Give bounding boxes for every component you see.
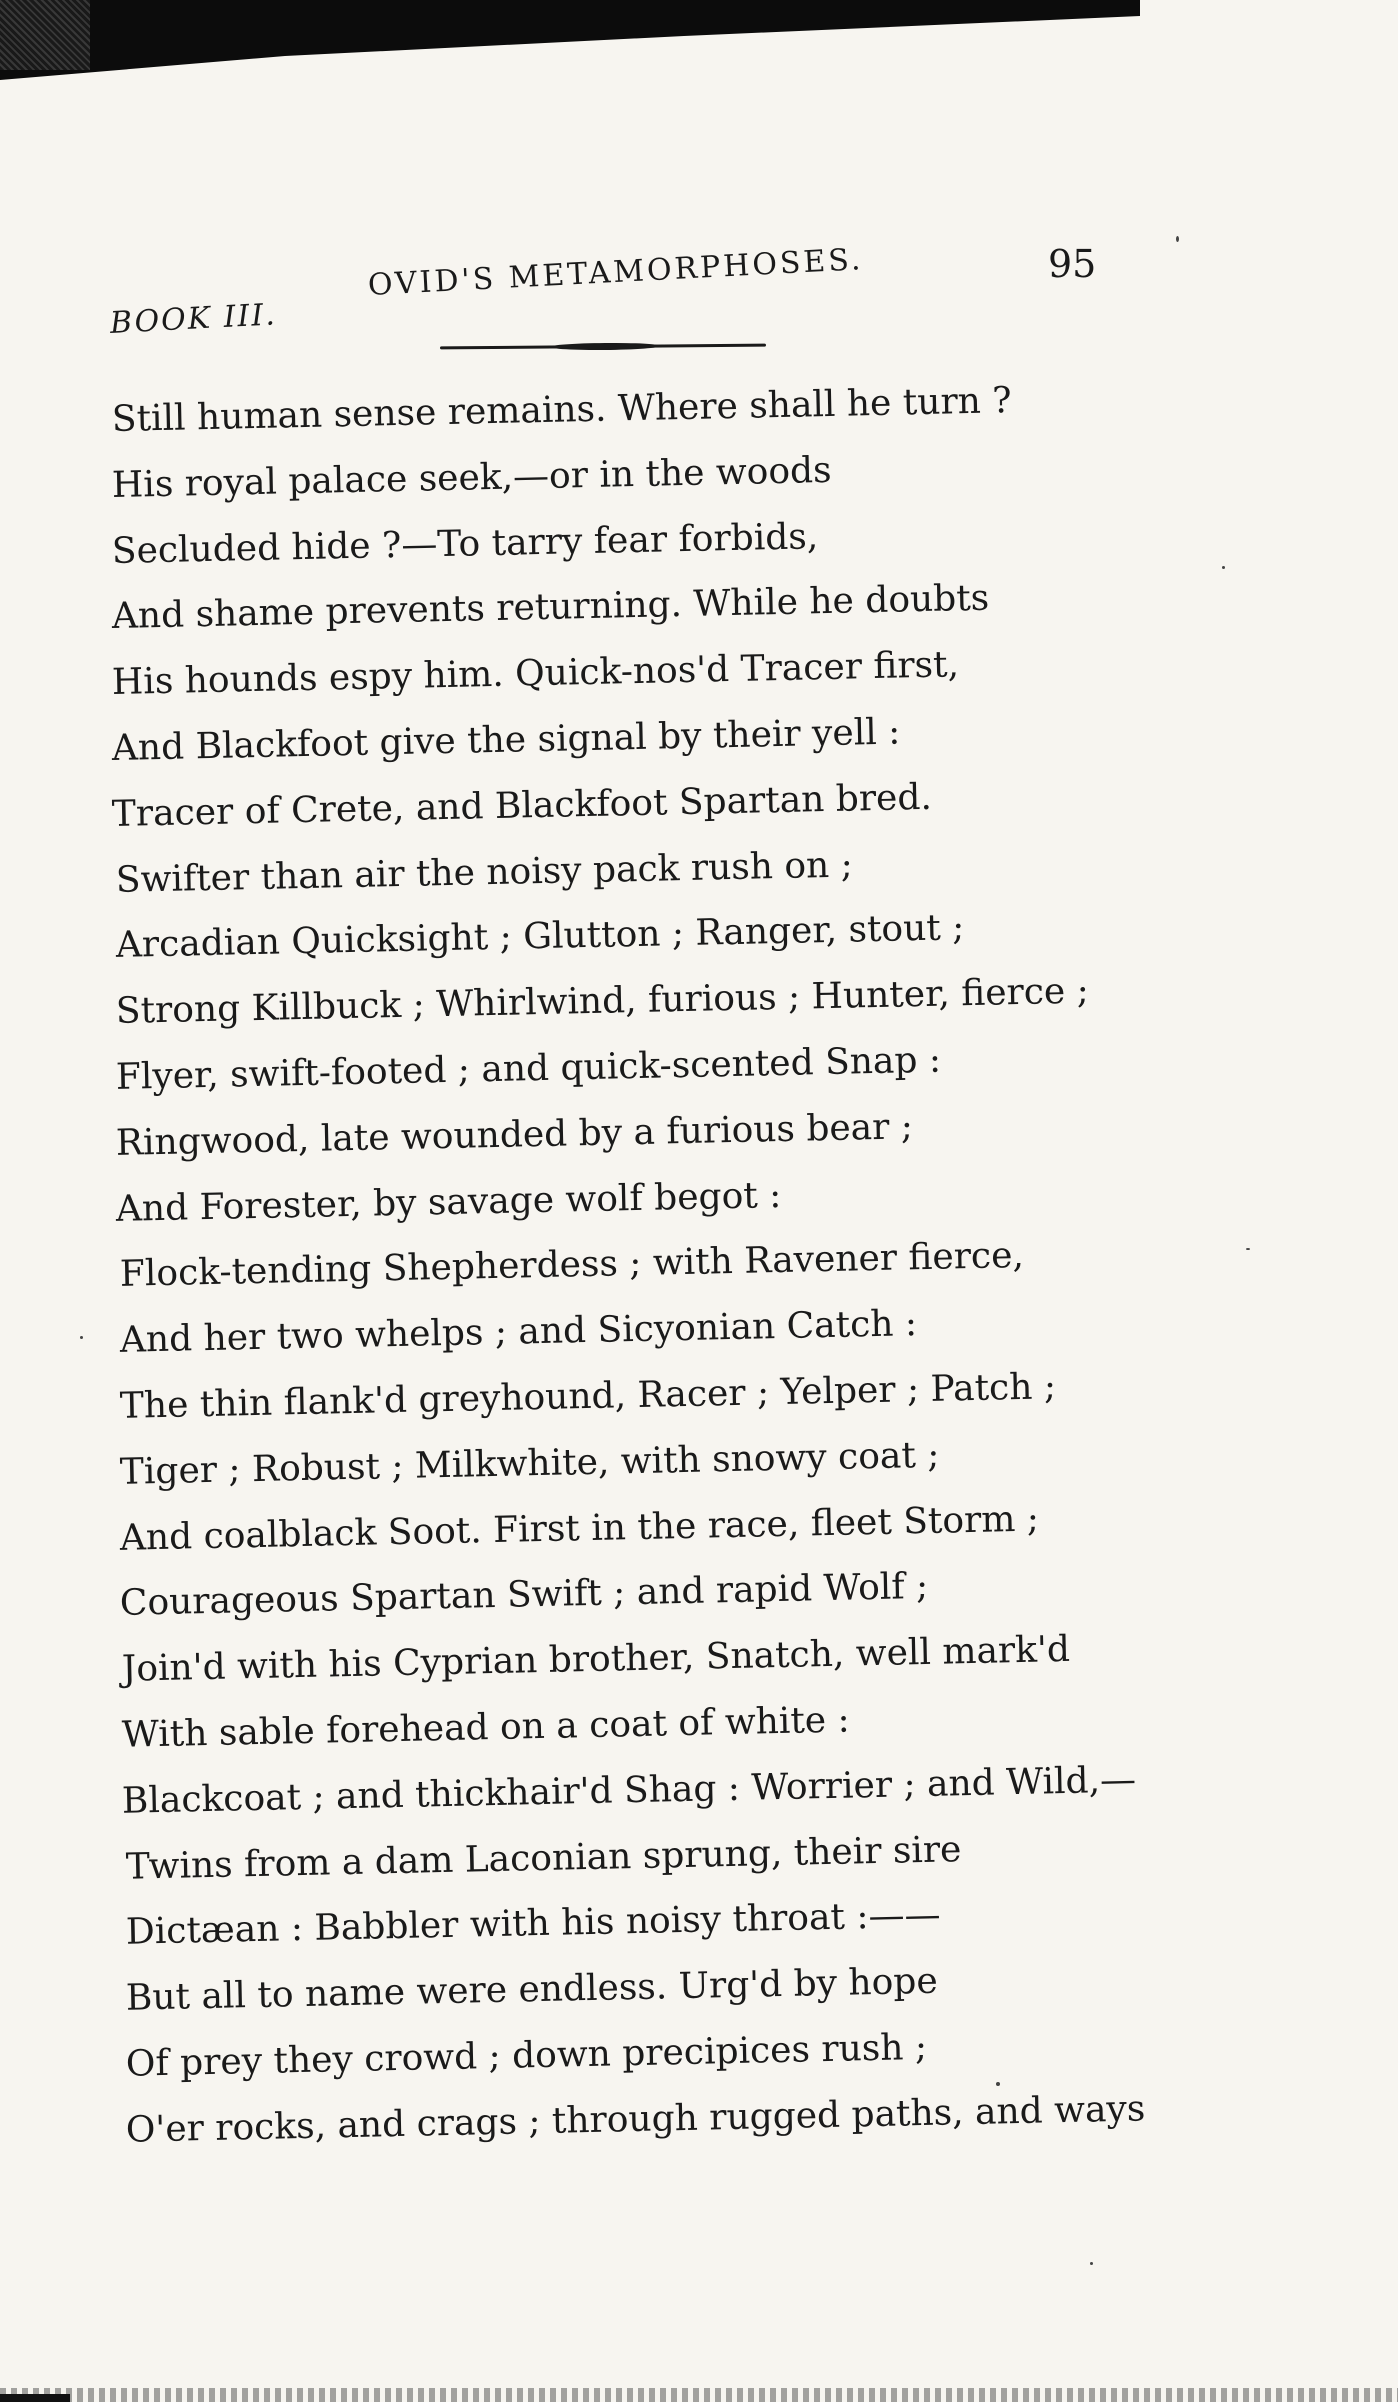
speck-mark xyxy=(1176,236,1179,242)
verse-line: With sable forehead on a coat of white : xyxy=(121,1699,851,1756)
verse-line: Flock-tending Shepherdess ; with Ravener fierce, xyxy=(119,1235,1025,1296)
verse-line: Tiger ; Robust ; Milkwhite, with snowy coat ; xyxy=(119,1434,940,1493)
running-title: OVID'S METAMORPHOSES. xyxy=(367,242,865,303)
verse-line: O'er rocks, and crags ; through rugged paths, and ways xyxy=(125,2088,1146,2151)
scan-speckle xyxy=(0,0,90,70)
verse-line: Flyer, swift-footed ; and quick-scented Snap : xyxy=(115,1039,942,1098)
verse-line: Secluded hide ?—To tarry fear forbids, xyxy=(111,515,819,572)
speck-mark xyxy=(1090,2262,1093,2265)
speck-mark xyxy=(996,2082,1000,2086)
header-rule xyxy=(440,344,766,350)
verse-line: And Blackfoot give the signal by their yell : xyxy=(111,711,901,769)
verse-line: Courageous Spartan Swift ; and rapid Wolf ; xyxy=(119,1566,929,1625)
scan-shadow-bottom xyxy=(0,2388,1398,2402)
page-number: 95 xyxy=(1048,242,1097,286)
verse-line: His royal palace seek,—or in the woods xyxy=(111,449,832,506)
verse-line: The thin flank'd greyhound, Racer ; Yelper ; Patch ; xyxy=(119,1366,1057,1427)
verse-line: And shame prevents returning. While he doubts xyxy=(111,578,990,638)
verse-line: Join'd with his Cyprian brother, Snatch, well mark'd xyxy=(121,1629,1071,1690)
verse-line: Arcadian Quicksight ; Glutton ; Ranger, stout ; xyxy=(115,907,965,967)
speck-mark xyxy=(1246,1248,1250,1250)
verse-line: His hounds espy him. Quick-nos'd Tracer first, xyxy=(111,644,960,704)
speck-mark xyxy=(1222,566,1225,569)
verse-line: Strong Killbuck ; Whirlwind, furious ; Hunter, fierce ; xyxy=(115,970,1090,1033)
scan-shadow-top xyxy=(0,0,1140,80)
verse-text xyxy=(111,380,1192,2167)
verse-line: Of prey they crowd ; down precipices rush ; xyxy=(125,2026,928,2085)
verse-line: Ringwood, late wounded by a furious bear ; xyxy=(115,1105,914,1164)
book-label: BOOK III. xyxy=(109,297,278,341)
verse-line: Dictæan : Babbler with his noisy throat :—— xyxy=(125,1894,941,1954)
verse-line: And Forester, by savage wolf begot : xyxy=(115,1174,782,1230)
speck-mark xyxy=(80,1336,83,1339)
verse-line: Tracer of Crete, and Blackfoot Spartan bred. xyxy=(111,776,933,835)
verse-line: Blackcoat ; and thickhair'd Shag : Worrier ; and Wild,— xyxy=(121,1759,1137,1822)
verse-line: Twins from a dam Laconian sprung, their sire xyxy=(125,1828,962,1888)
verse-line: But all to name were endless. Urg'd by hope xyxy=(125,1960,939,2019)
page-header xyxy=(0,240,1398,350)
scan-corner-bottom xyxy=(0,2394,70,2402)
verse-line: And her two whelps ; and Sicyonian Catch : xyxy=(119,1303,918,1361)
verse-line: Still human sense remains. Where shall he turn ? xyxy=(111,380,1013,440)
verse-line: And coalblack Soot. First in the race, fleet Storm ; xyxy=(119,1498,1040,1559)
verse-line: Swifter than air the noisy pack rush on ; xyxy=(115,844,854,901)
